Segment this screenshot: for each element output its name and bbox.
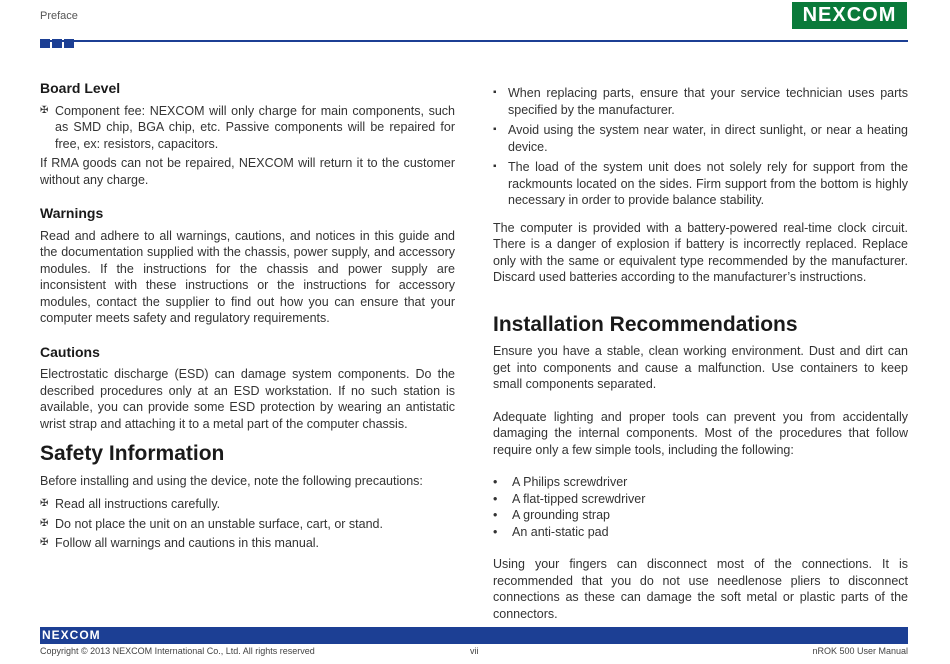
footer-copyright: Copyright © 2013 NEXCOM International Co., Ltd. All rights reserved	[40, 646, 315, 656]
tools-list	[493, 474, 908, 540]
safety-intro: Before installing and using the device, note the following precautions:	[40, 473, 423, 488]
list-item: ✠ Component fee: NEXCOM will only charge for main components, such as SMD chip, BGA chip, etc. Passive components will be repaired for free, ex: resistors, capacitors.	[40, 103, 455, 153]
list-item: ✠ Follow all warnings and cautions in this manual.	[40, 535, 455, 552]
header-rule	[40, 40, 908, 42]
list-item: ✠ Do not place the unit on an unstable surface, cart, or stand.	[40, 516, 455, 533]
installation-p2: Adequate lighting and proper tools can prevent you from accidentally damaging the internal components. Most of the procedures that follow require only a few simple tools, including the following:	[493, 409, 908, 457]
footer-bar	[40, 627, 908, 644]
safety-list	[40, 496, 455, 552]
nexcom-logo: NEXCOM	[792, 2, 907, 29]
list-item: ▪ Avoid using the system near water, in direct sunlight, or near a heating device.	[493, 122, 908, 155]
warnings-heading: Warnings	[40, 205, 104, 221]
installation-p1: Ensure you have a stable, clean working environment. Dust and dirt can get into components and cause a malfunction. Use containers to keep small components separated.	[493, 344, 908, 391]
header-square	[40, 39, 50, 48]
list-item: • A grounding strap	[493, 507, 908, 524]
safety-heading: Safety Information	[40, 442, 225, 465]
footer-manual-title: nROK 500 User Manual	[812, 646, 908, 656]
board-level-list	[40, 103, 455, 153]
list-item: • A flat-tipped screwdriver	[493, 491, 908, 508]
list-item: ▪ When replacing parts, ensure that your service technician uses parts specified by the manufacturer.	[493, 85, 908, 118]
footer-logo: NEXCOM	[42, 628, 101, 642]
cautions-text: Electrostatic discharge (ESD) can damage system components. Do the described procedures only at an ESD workstation. If no such station is available, you can provide some ESD protection by wearing an antistatic wrist strap and attaching it to a metal part of the computer chassis.	[40, 367, 455, 431]
warnings-text: Read and adhere to all warnings, cautions, and notices in this guide and the documentation supplied with the chassis, power supply, and accessory modules. If the instructions for the chassis and power supply are inconsistent with these instructions or the instructions for accessory modules, contact the supplier to find out how you can ensure that your computer meets safety and regulatory requirements.	[40, 228, 455, 325]
header-square	[52, 39, 62, 48]
right-column	[493, 80, 908, 622]
footer-page-number: vii	[470, 646, 479, 656]
precaution-list	[493, 85, 908, 209]
installation-p3: Using your fingers can disconnect most of the connections. It is recommended that you do not use needlenose pliers to disconnect connections as these can damage the soft metal or plastic parts of the connectors.	[493, 557, 908, 621]
installation-heading: Installation Recommendations	[493, 312, 798, 336]
header-section-label: Preface	[40, 10, 78, 22]
board-level-heading: Board Level	[40, 80, 121, 96]
list-item: ▪ The load of the system unit does not solely rely for support from the rackmounts located on the sides. Firm support from the bottom is highly necessary in order to provide balance stability.	[493, 159, 908, 209]
left-column	[40, 80, 455, 552]
cautions-heading: Cautions	[40, 343, 100, 360]
list-item: • A Philips screwdriver	[493, 474, 908, 491]
battery-warning: The computer is provided with a battery-powered real-time clock circuit. There is a danger of explosion if battery is incorrectly replaced. Replace only with the same or equivalent type recommended by the manufacturer. Discard used batteries according to the manufacturer’s instructions.	[493, 220, 908, 284]
list-item: • An anti-static pad	[493, 524, 908, 541]
list-item: ✠ Read all instructions carefully.	[40, 496, 455, 513]
rma-note: If RMA goods can not be repaired, NEXCOM will return it to the customer without any charge.	[40, 156, 455, 187]
header-square	[64, 39, 74, 48]
